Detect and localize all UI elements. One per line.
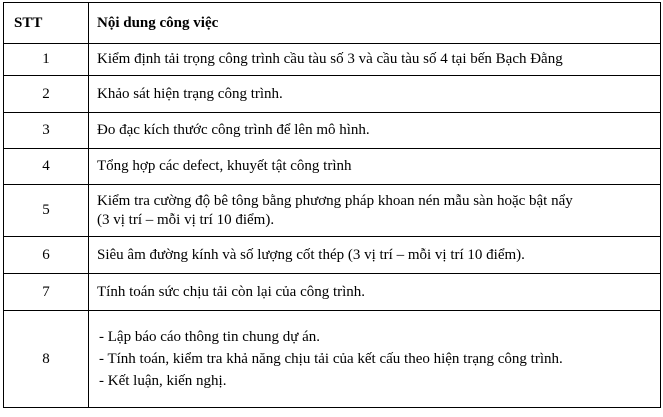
row-content [89,274,661,311]
row-content [89,311,661,408]
row-content-line: Kiểm định tải trọng công trình cầu tàu số 3 và cầu tàu số 4 tại bến Bạch Đằng [97,51,563,67]
row-number: 4 [4,149,89,185]
row-content [89,149,661,185]
header-content: Nội dung công việc [89,3,661,44]
row-number: 8 [4,311,89,408]
table-row [4,149,661,185]
row-content [89,237,661,274]
row-content-line: Khảo sát hiện trạng công trình. [97,85,283,102]
work-content-table [3,2,661,408]
row-content [89,44,661,76]
row-number: 3 [4,113,89,149]
row-number: 7 [4,274,89,311]
table-row [4,185,661,237]
table-row [4,113,661,149]
table-header-row [4,3,661,44]
row-content-line: Tổng hợp các defect, khuyết tật công trình [97,158,352,174]
table-row [4,311,661,408]
row-number: 5 [4,185,89,237]
row-content-line: Đo đạc kích thước công trình để lên mô hình. [97,122,370,138]
header-stt: STT [4,3,89,44]
row-number: 1 [4,44,89,76]
row-content-line: - Lập báo cáo thông tin chung dự án. [99,329,320,345]
table-row [4,44,661,76]
row-number: 6 [4,237,89,274]
table-row [4,274,661,311]
row-content-line: Siêu âm đường kính và số lượng cốt thép (3 vị trí – mỗi vị trí 10 điểm). [97,246,525,263]
table-row [4,76,661,113]
row-content-line: - Tính toán, kiểm tra khả năng chịu tải của kết cấu theo hiện trạng công trình. [99,351,563,367]
row-content [89,113,661,149]
row-number: 2 [4,76,89,113]
row-content-line: Tính toán sức chịu tải còn lại của công trình. [97,283,366,300]
row-content [89,76,661,113]
row-content [89,185,661,237]
table-row [4,237,661,274]
row-content-line: Kiểm tra cường độ bê tông bằng phương pháp khoan nén mẫu sàn hoặc bật nẩy [97,192,573,209]
row-content-line: (3 vị trí – mỗi vị trí 10 điểm). [97,211,275,228]
row-content-line: - Kết luận, kiến nghị. [99,373,227,389]
